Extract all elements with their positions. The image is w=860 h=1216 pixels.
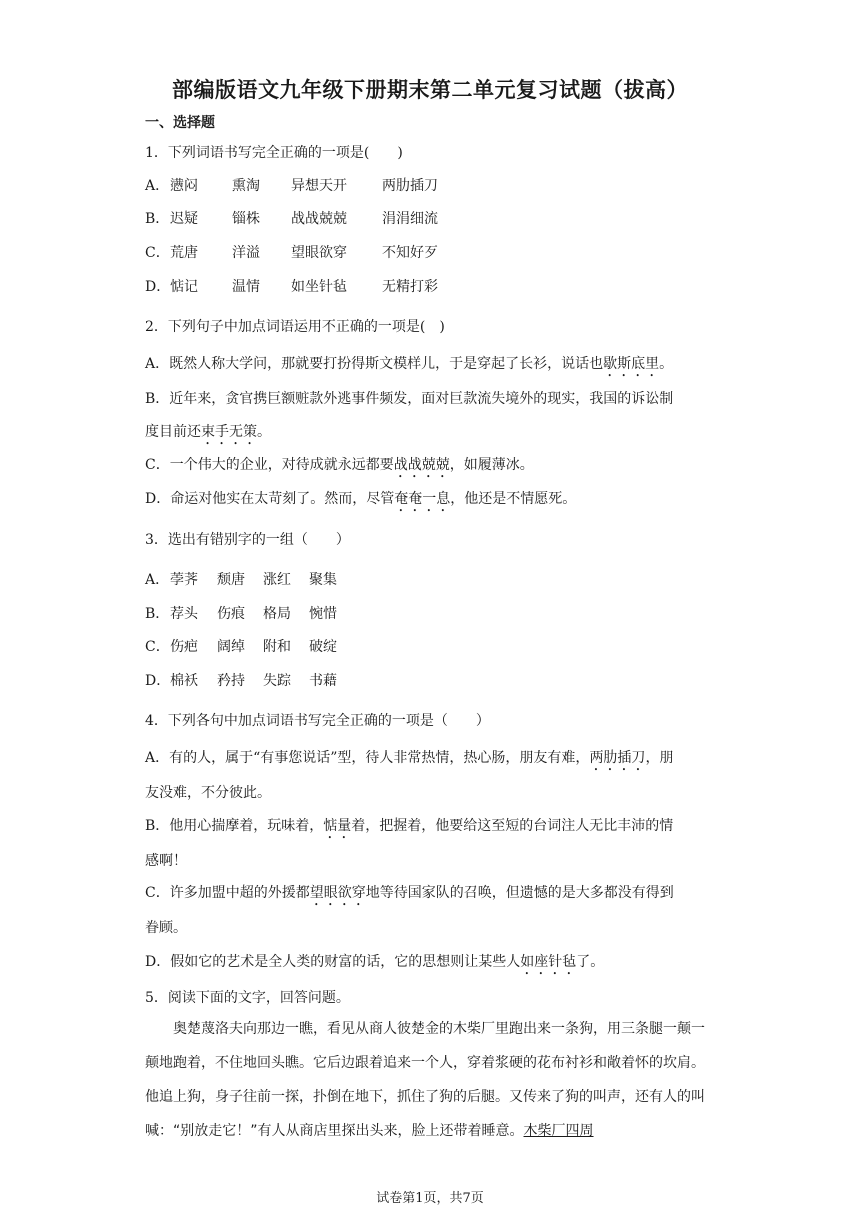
option-text: ，如履薄冰。 xyxy=(449,457,534,473)
option-word: 阔绰 xyxy=(217,639,245,655)
option-text: 。 xyxy=(257,424,271,440)
option-word: 如坐针毡 xyxy=(291,279,347,295)
q4-option-a-line1 xyxy=(145,747,673,774)
option-word: 异想天开 xyxy=(291,178,347,194)
option-word: 书藉 xyxy=(309,673,337,689)
dotted-word: 望眼欲穿 xyxy=(309,885,366,901)
option-letter: B． xyxy=(145,606,170,622)
option-word: 荐头 xyxy=(170,606,198,622)
option-word: 懑闷 xyxy=(170,178,198,194)
q4-option-c-line2: 眷顾。 xyxy=(145,920,187,936)
option-word: 伤痕 xyxy=(217,606,245,622)
question-3-stem: 3．选出有错别字的一组（ ） xyxy=(145,532,350,548)
option-text: B．他用心揣摩着，玩味着， xyxy=(145,818,324,834)
option-text: 度目前还 xyxy=(145,424,201,440)
dotted-word: 如座针毡 xyxy=(520,954,577,970)
option-word: 矜持 xyxy=(217,673,245,689)
dotted-word: 惦量 xyxy=(323,818,352,834)
option-word: 失踪 xyxy=(263,673,291,689)
option-word: 惦记 xyxy=(170,279,198,295)
option-text: 着，把握着，他要给这至短的台词注人无比丰沛的情 xyxy=(351,818,674,834)
question-4-stem: 4．下列各句中加点词语书写完全正确的一项是（ ） xyxy=(145,713,490,729)
option-word: 颓唐 xyxy=(217,572,245,588)
option-text: C．一个伟大的企业，对待成就永远都要 xyxy=(145,457,394,473)
q2-option-c xyxy=(145,454,534,481)
option-word: 温情 xyxy=(232,279,260,295)
passage-text: 奥楚蔑洛夫向那边一瞧，看见从商人彼楚金的木柴厂里跑出来一条狗，用三条腿一颠一颠地跑着，不住地回头瞧。它后边跟着追来一个人，穿着浆硬的花布衬衫和敞着怀的坎肩。他追上狗，身子往前一探，扑倒在地下，抓住了狗的后腿。又传来了狗的叫声，还有人的叫喊：“别放走它！”有人从商店里探出头来，脸上还带着睡意。 xyxy=(145,1021,705,1139)
option-text: 。 xyxy=(659,356,674,372)
page-footer: 试卷第1页，共7页 xyxy=(376,1191,484,1206)
option-word: 惋惜 xyxy=(309,606,337,622)
option-text: ，朋 xyxy=(645,750,674,766)
reading-passage xyxy=(145,1012,717,1148)
option-letter: A． xyxy=(145,178,170,194)
option-word: 望眼欲穿 xyxy=(291,245,347,261)
option-text: D．假如它的艺术是全人类的财富的话，它的思想则让某些人 xyxy=(145,954,521,970)
option-word: 迟疑 xyxy=(170,211,198,227)
underlined-text: 木柴厂四周 xyxy=(523,1123,594,1139)
option-word: 附和 xyxy=(263,639,291,655)
option-text: 地等待国家队的召唤，但遗憾的是大多都没有得到 xyxy=(365,885,674,901)
option-word: 无精打彩 xyxy=(382,279,438,295)
option-word: 伤疤 xyxy=(170,639,198,655)
section-heading: 一、选择题 xyxy=(145,115,215,131)
option-letter: D． xyxy=(145,279,171,295)
exam-title: 部编版语文九年级下册期末第二单元复习试题（拔高） xyxy=(172,78,688,102)
option-word: 涓涓细流 xyxy=(382,211,438,227)
option-word: 聚集 xyxy=(309,572,337,588)
q2-option-d xyxy=(145,488,576,515)
question-5-stem: 5．阅读下面的文字，回答问题。 xyxy=(145,990,350,1006)
q4-option-b-line2: 感啊！ xyxy=(145,853,187,869)
dotted-word: 束手无策 xyxy=(201,424,257,440)
q4-option-d xyxy=(145,951,604,978)
dotted-word: 奄奄一息 xyxy=(394,491,451,507)
q4-option-b-line1 xyxy=(145,815,673,842)
question-1-stem: 1．下列词语书写完全正确的一项是( ) xyxy=(145,145,403,161)
option-word: 涨红 xyxy=(263,572,291,588)
option-letter: D． xyxy=(145,673,171,689)
q2-option-b-line1: B．近年来，贪官携巨额赃款外逃事件频发，面对巨款流失境外的现实，我国的诉讼制 xyxy=(145,391,674,407)
option-word: 不知好歹 xyxy=(382,245,438,261)
option-text: C．许多加盟中超的外援都 xyxy=(145,885,310,901)
option-text: 了。 xyxy=(576,954,605,970)
option-word: 锱株 xyxy=(232,211,260,227)
option-word: 熏淘 xyxy=(232,178,260,194)
q4-option-c-line1 xyxy=(145,882,674,909)
question-2-stem: 2．下列句子中加点词语运用不正确的一项是( ) xyxy=(145,319,445,335)
option-word: 洋溢 xyxy=(232,245,260,261)
dotted-word: 歇斯底里 xyxy=(603,356,660,372)
option-letter: B． xyxy=(145,211,170,227)
option-word: 棉袄 xyxy=(170,673,198,689)
option-word: 荒唐 xyxy=(170,245,198,261)
option-word: 战战兢兢 xyxy=(291,211,347,227)
option-letter: C． xyxy=(145,639,170,655)
option-letter: A． xyxy=(145,572,170,588)
q2-option-a xyxy=(145,353,673,380)
dotted-word: 两肋插刀 xyxy=(589,750,646,766)
q2-option-b-line2 xyxy=(145,421,271,448)
option-letter: C． xyxy=(145,245,170,261)
option-text: A．有的人，属于“有事您说话”型，待人非常热情，热心肠，朋友有难， xyxy=(145,750,590,766)
dotted-word: 战战兢兢 xyxy=(393,457,450,473)
option-text: D．命运对他实在太苛刻了。然而，尽管 xyxy=(145,491,395,507)
option-word: 格局 xyxy=(263,606,291,622)
option-word: 两肋插刀 xyxy=(382,178,438,194)
option-word: 荸荠 xyxy=(170,572,198,588)
option-text: ，他还是不情愿死。 xyxy=(450,491,577,507)
option-text: A．既然人称大学问，那就要打扮得斯文模样儿，于是穿起了长衫，说话也 xyxy=(145,356,604,372)
option-word: 破绽 xyxy=(309,639,337,655)
q4-option-a-line2: 友没难，不分彼此。 xyxy=(145,785,271,801)
